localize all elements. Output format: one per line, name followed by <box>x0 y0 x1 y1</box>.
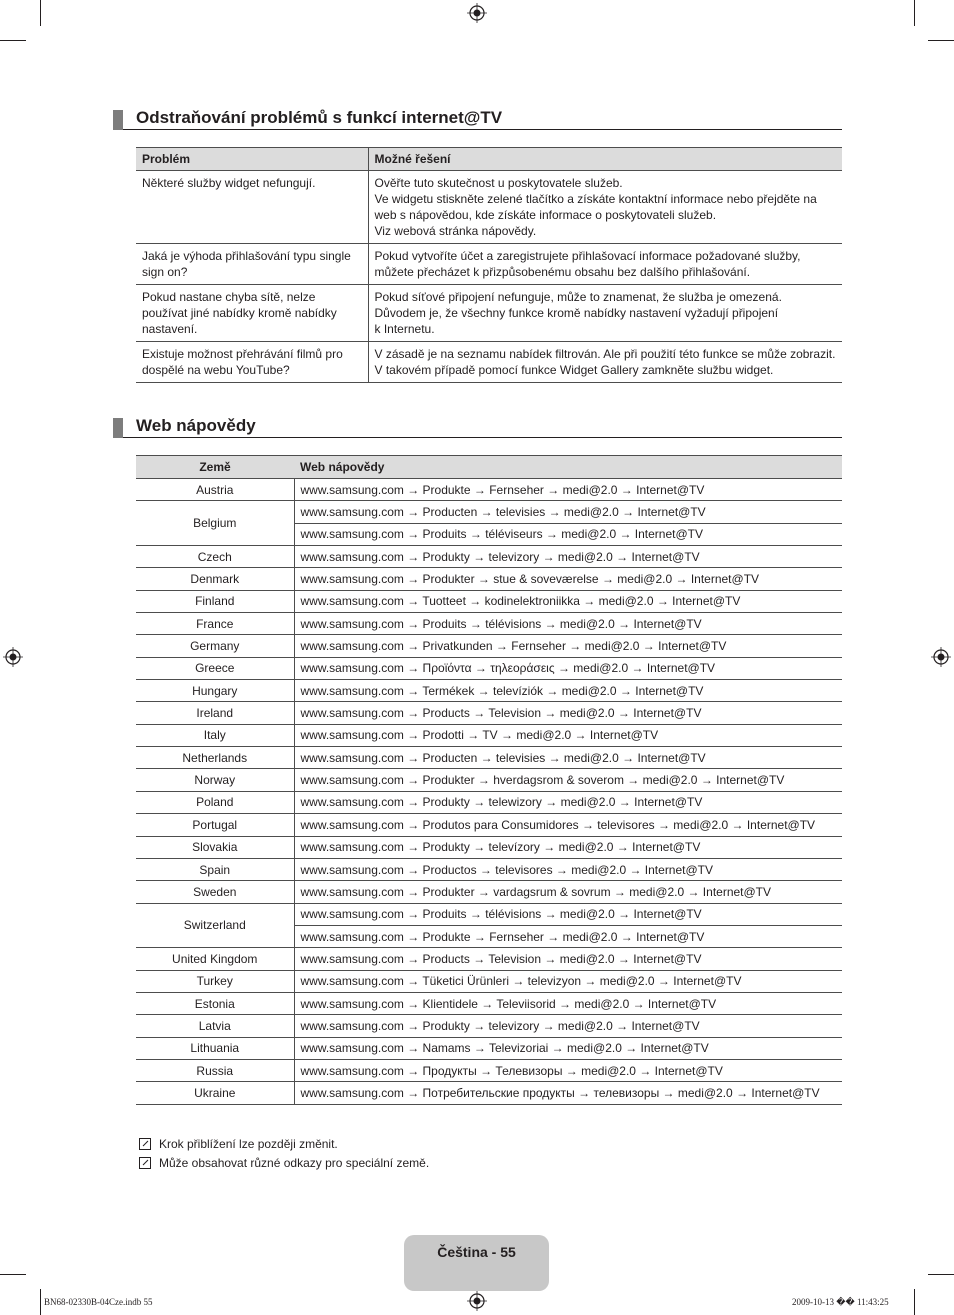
country-cell: Czech <box>136 546 294 568</box>
table-row <box>136 1059 842 1081</box>
help-web-cell: www.samsung.com → Produkty → televizory → medi@2.0 → Internet@TV <box>294 1015 842 1037</box>
column-header-country: Země <box>136 456 294 479</box>
country-cell: France <box>136 613 294 635</box>
table-row <box>136 1037 842 1059</box>
country-cell: Norway <box>136 769 294 791</box>
table-row <box>136 171 842 244</box>
help-web-cell: www.samsung.com → Потребительские продукты → телевизоры → medi@2.0 → Internet@TV <box>294 1082 842 1104</box>
help-web-cell: www.samsung.com → Termékek → televíziók → medi@2.0 → Internet@TV <box>294 680 842 702</box>
country-cell: Greece <box>136 657 294 679</box>
help-web-cell: www.samsung.com → Productos → televisores → medi@2.0 → Internet@TV <box>294 858 842 880</box>
country-cell: Ireland <box>136 702 294 724</box>
country-cell: Russia <box>136 1059 294 1081</box>
help-web-cell: www.samsung.com → Produkty → telewizory → medi@2.0 → Internet@TV <box>294 791 842 813</box>
section-title: Web nápovědy <box>136 416 256 435</box>
note-text: Krok přiblížení lze později změnit. <box>159 1136 338 1151</box>
country-cell: Hungary <box>136 680 294 702</box>
country-cell: Turkey <box>136 970 294 992</box>
country-cell: Portugal <box>136 814 294 836</box>
crop-mark <box>914 0 915 26</box>
problem-cell: Existuje možnost přehrávání filmů pro dospělé na webu YouTube? <box>136 342 368 383</box>
country-cell: Ukraine <box>136 1082 294 1104</box>
heading-bar <box>113 418 123 438</box>
registration-mark-icon <box>467 1291 487 1311</box>
table-row <box>136 680 842 702</box>
table-row <box>136 948 842 970</box>
help-web-cell: www.samsung.com → Producten → televisies → medi@2.0 → Internet@TV <box>294 501 842 523</box>
help-web-cell: www.samsung.com → Prodotti → TV → medi@2.0 → Internet@TV <box>294 724 842 746</box>
help-web-cell: www.samsung.com → Produkter → stue & soveværelse → medi@2.0 → Internet@TV <box>294 568 842 590</box>
crop-mark <box>928 40 954 41</box>
table-header-row <box>136 148 842 171</box>
note-pencil-icon <box>139 1157 151 1169</box>
solution-cell: Pokud vytvoříte účet a zaregistrujete přihlašovací informace požadované služby, můžete přecházet k přizpůsobenému obsahu bez dalšího přihlašování. <box>368 244 842 285</box>
table-row <box>136 285 842 342</box>
crop-mark <box>40 1289 41 1315</box>
solution-cell: Ověřte tuto skutečnost u poskytovatele služeb. Ve widgetu stiskněte zelené tlačítko a získáte kontaktní informace nebo přejděte na web s nápovědou, kde získáte informace o poskytovateli služeb. Viz webová stránka nápovědy. <box>368 171 842 244</box>
table-row <box>136 747 842 769</box>
footer-file-name: BN68-02330B-04Cze.indb 55 <box>44 1297 153 1307</box>
column-header-help-web: Web nápovědy <box>294 456 842 479</box>
table-row <box>136 342 842 383</box>
table-row <box>136 1082 842 1104</box>
table-row <box>136 992 842 1014</box>
country-cell: Estonia <box>136 992 294 1014</box>
note-pencil-icon <box>139 1138 151 1150</box>
help-web-cell: www.samsung.com → Produkte → Fernseher → medi@2.0 → Internet@TV <box>294 925 842 947</box>
help-web-cell: www.samsung.com → Produkte → Fernseher → medi@2.0 → Internet@TV <box>294 479 842 501</box>
note-item <box>139 1134 429 1153</box>
help-web-cell: www.samsung.com → Produtos para Consumidores → televisores → medi@2.0 → Internet@TV <box>294 814 842 836</box>
country-cell: Finland <box>136 590 294 612</box>
table-row <box>136 1015 842 1037</box>
country-cell: United Kingdom <box>136 948 294 970</box>
table-row <box>136 881 842 903</box>
table-row <box>136 657 842 679</box>
country-cell: Sweden <box>136 881 294 903</box>
country-cell: Germany <box>136 635 294 657</box>
help-web-cell: www.samsung.com → Produkter → hverdagsrom & soverom → medi@2.0 → Internet@TV <box>294 769 842 791</box>
country-cell: Latvia <box>136 1015 294 1037</box>
country-cell: Spain <box>136 858 294 880</box>
section-title: Odstraňování problémů s funkcí internet@TV <box>136 108 503 127</box>
crop-mark <box>0 40 26 41</box>
help-web-table <box>136 455 842 1105</box>
table-row <box>136 479 842 501</box>
registration-mark-icon <box>467 3 487 23</box>
table-row <box>136 814 842 836</box>
country-cell: Netherlands <box>136 747 294 769</box>
help-web-cell: www.samsung.com → Tüketici Ürünleri → televizyon → medi@2.0 → Internet@TV <box>294 970 842 992</box>
help-web-cell: www.samsung.com → Producten → televisies → medi@2.0 → Internet@TV <box>294 747 842 769</box>
crop-mark <box>914 1289 915 1315</box>
table-row <box>136 244 842 285</box>
country-cell: Austria <box>136 479 294 501</box>
troubleshooting-table <box>136 147 842 383</box>
country-cell: Slovakia <box>136 836 294 858</box>
column-header-problem: Problém <box>136 148 368 171</box>
help-web-cell: www.samsung.com → Klientidele → Televiisorid → medi@2.0 → Internet@TV <box>294 992 842 1014</box>
country-cell: Belgium <box>136 501 294 546</box>
crop-mark <box>40 0 41 26</box>
table-row <box>136 903 842 925</box>
help-web-cell: www.samsung.com → Tuotteet → kodinelektroniikka → medi@2.0 → Internet@TV <box>294 590 842 612</box>
help-web-cell: www.samsung.com → Products → Television → medi@2.0 → Internet@TV <box>294 948 842 970</box>
table-row <box>136 836 842 858</box>
help-web-cell: www.samsung.com → Produits → télévisions → medi@2.0 → Internet@TV <box>294 613 842 635</box>
country-cell: Lithuania <box>136 1037 294 1059</box>
heading-bar <box>113 110 123 130</box>
table-row <box>136 858 842 880</box>
section-heading-troubleshooting <box>113 110 842 130</box>
country-cell: Poland <box>136 791 294 813</box>
crop-mark <box>928 1274 954 1275</box>
country-cell: Italy <box>136 724 294 746</box>
table-row <box>136 724 842 746</box>
problem-cell: Pokud nastane chyba sítě, nelze používat jiné nabídky kromě nabídky nastavení. <box>136 285 368 342</box>
help-web-cell: www.samsung.com → Продукты → Телевизоры → medi@2.0 → Internet@TV <box>294 1059 842 1081</box>
column-header-solution: Možné řešení <box>368 148 842 171</box>
footer-timestamp: 2009-10-13 �� 11:43:25 <box>792 1297 889 1307</box>
help-web-cell: www.samsung.com → Namams → Televizoriai → medi@2.0 → Internet@TV <box>294 1037 842 1059</box>
registration-mark-icon <box>3 647 23 667</box>
table-row <box>136 568 842 590</box>
note-item <box>139 1153 429 1172</box>
country-cell: Denmark <box>136 568 294 590</box>
solution-cell: V zásadě je na seznamu nabídek filtrován. Ale při použití této funkce se může zobrazit. V takovém případě pomocí funkce Widget Gallery zamkněte službu widget. <box>368 342 842 383</box>
solution-cell: Pokud síťové připojení nefunguje, může to znamenat, že služba je omezená. Důvodem je, že všechny funkce kromě nabídky nastavení vyžadují připojení k Internetu. <box>368 285 842 342</box>
table-row <box>136 769 842 791</box>
help-web-cell: www.samsung.com → Produkty → televizory → medi@2.0 → Internet@TV <box>294 546 842 568</box>
table-row <box>136 702 842 724</box>
problem-cell: Některé služby widget nefungují. <box>136 171 368 244</box>
help-web-cell: www.samsung.com → Produits → télévisions → medi@2.0 → Internet@TV <box>294 903 842 925</box>
help-web-cell: www.samsung.com → Produkty → televízory → medi@2.0 → Internet@TV <box>294 836 842 858</box>
crop-mark <box>0 1274 26 1275</box>
table-row <box>136 970 842 992</box>
page-number-badge: Čeština - 55 <box>404 1235 549 1291</box>
table-row <box>136 501 842 523</box>
table-row <box>136 590 842 612</box>
help-web-cell: www.samsung.com → Privatkunden → Fernseher → medi@2.0 → Internet@TV <box>294 635 842 657</box>
table-header-row <box>136 456 842 479</box>
problem-cell: Jaká je výhoda přihlašování typu single sign on? <box>136 244 368 285</box>
table-row <box>136 546 842 568</box>
table-row <box>136 791 842 813</box>
help-web-cell: www.samsung.com → Produkter → vardagsrum & sovrum → medi@2.0 → Internet@TV <box>294 881 842 903</box>
help-web-cell: www.samsung.com → Produits → téléviseurs → medi@2.0 → Internet@TV <box>294 523 842 545</box>
section-heading-help-web <box>113 418 842 438</box>
country-cell: Switzerland <box>136 903 294 948</box>
help-web-cell: www.samsung.com → Products → Television → medi@2.0 → Internet@TV <box>294 702 842 724</box>
table-row <box>136 613 842 635</box>
note-text: Může obsahovat různé odkazy pro speciální země. <box>159 1155 430 1170</box>
table-row <box>136 635 842 657</box>
registration-mark-icon <box>931 647 951 667</box>
help-web-cell: www.samsung.com → Προϊόντα → τηλεοράσεις → medi@2.0 → Internet@TV <box>294 657 842 679</box>
notes-list <box>139 1134 429 1172</box>
